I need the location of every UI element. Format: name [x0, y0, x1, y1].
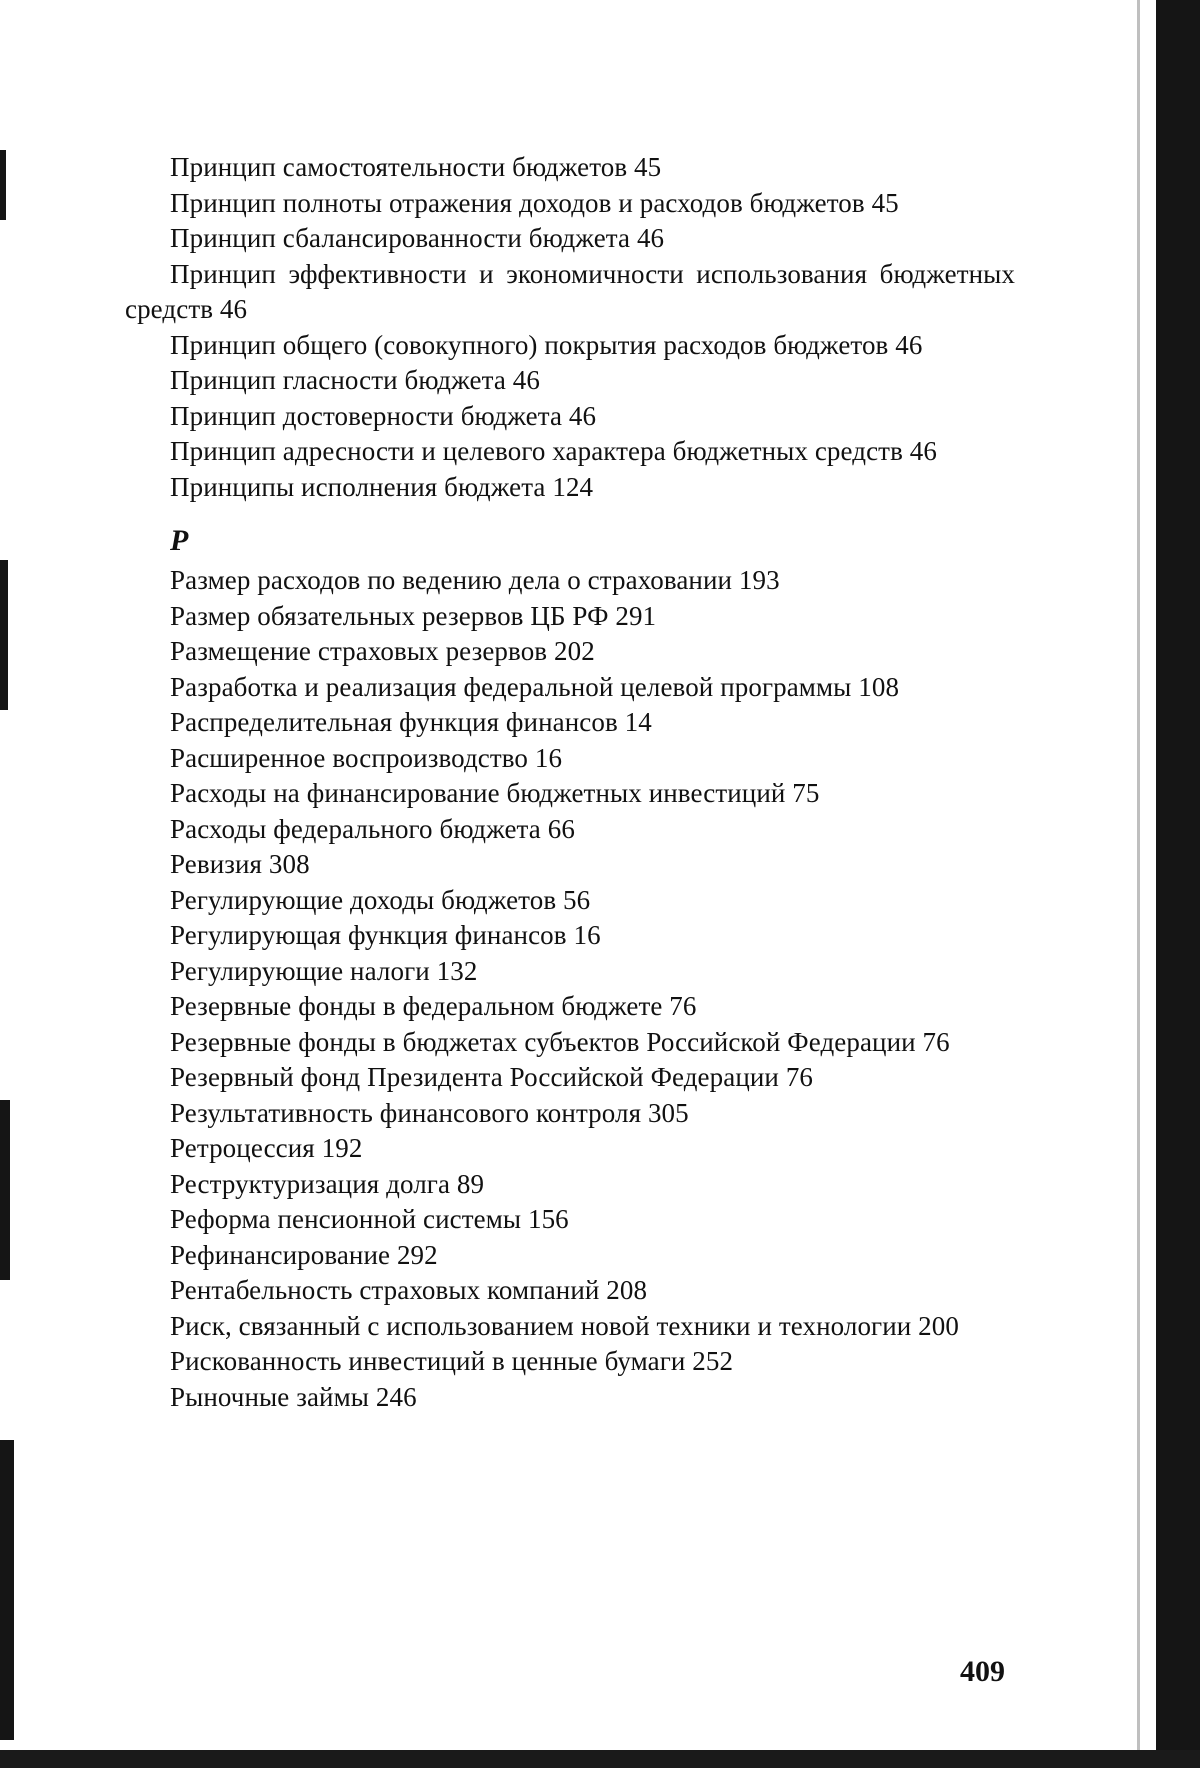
index-entry: Резервные фонды в бюджетах субъектов Российской Федерации 76	[170, 1026, 950, 1057]
page-fold-line	[1137, 0, 1140, 1768]
section-gap	[125, 505, 1015, 519]
index-entry: Принцип эффективности и экономичности использования бюджетных средств 46	[125, 258, 1015, 324]
index-entry: Расширенное воспроизводство 16	[170, 742, 563, 773]
index-entry: Рентабельность страховых компаний 208	[170, 1275, 648, 1305]
index-entry: Ревизия 308	[170, 849, 310, 879]
page-number: 409	[960, 1655, 1005, 1688]
index-entry: Размер обязательных резервов ЦБ РФ 291	[170, 600, 657, 631]
index-entry: Расходы федерального бюджета 66	[170, 813, 575, 844]
index-entry: Разработка и реализация федеральной целевой программы 108	[170, 671, 900, 702]
index-list	[125, 150, 1015, 1415]
index-entry: Регулирующие налоги 132	[170, 955, 478, 986]
index-entry: Результативность финансового контроля 305	[170, 1097, 689, 1128]
scan-edge-shadow-right	[1156, 0, 1200, 1768]
index-entry: Ретроцессия 192	[170, 1133, 363, 1163]
index-entry: Принцип самостоятельности бюджетов 45	[170, 152, 662, 182]
scan-edge-mark-left	[0, 560, 8, 710]
section-letter-heading: Р	[170, 524, 189, 557]
index-entry: Реструктуризация долга 89	[170, 1168, 485, 1199]
index-entry: Размещение страховых резервов 202	[170, 636, 595, 666]
index-entry: Принципы исполнения бюджета 124	[170, 471, 594, 502]
index-entry: Резервные фонды в федеральном бюджете 76	[170, 991, 697, 1021]
scan-edge-gap	[1142, 0, 1156, 1768]
index-entry: Расходы на финансирование бюджетных инвестиций 75	[170, 778, 820, 808]
index-entry: Размер расходов по ведению дела о страховании 193	[170, 565, 780, 595]
index-entry: Резервный фонд Президента Российской Федерации 76	[170, 1062, 814, 1092]
scan-edge-mark-left	[0, 1440, 14, 1740]
index-entry: Рефинансирование 292	[170, 1239, 438, 1270]
index-entry: Принцип адресности и целевого характера бюджетных средств 46	[170, 436, 937, 466]
index-entry: Принцип гласности бюджета 46	[170, 365, 540, 395]
index-entry: Принцип сбалансированности бюджета 46	[170, 223, 665, 253]
index-entry: Риск, связанный с использованием новой техники и технологии 200	[170, 1310, 959, 1341]
scan-edge-shadow-bottom	[0, 1750, 1200, 1768]
index-entry: Распределительная функция финансов 14	[170, 707, 652, 737]
scan-edge-mark-left	[0, 150, 6, 220]
index-entry: Рыночные займы 246	[170, 1381, 417, 1412]
index-entry: Регулирующая функция финансов 16	[170, 920, 601, 950]
index-entry: Принцип общего (совокупного) покрытия расходов бюджетов 46	[170, 329, 923, 360]
index-entry: Принцип полноты отражения доходов и расходов бюджетов 45	[170, 187, 899, 218]
scan-edge-mark-left	[0, 1100, 10, 1280]
index-entry: Принцип достоверности бюджета 46	[170, 400, 597, 431]
index-entry: Реформа пенсионной системы 156	[170, 1204, 569, 1234]
index-entry: Регулирующие доходы бюджетов 56	[170, 884, 591, 915]
index-entry: Рискованность инвестиций в ценные бумаги 252	[170, 1346, 734, 1376]
